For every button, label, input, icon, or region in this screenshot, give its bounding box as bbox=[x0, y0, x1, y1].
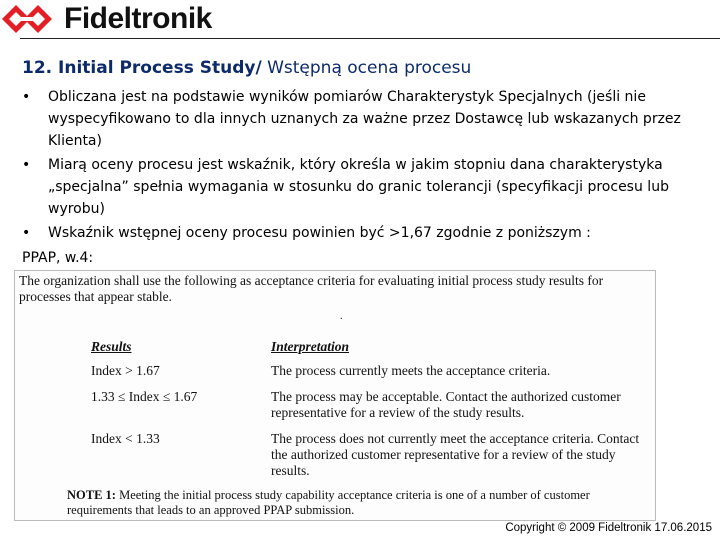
excerpt-mark: . bbox=[340, 311, 343, 322]
bullet-item bbox=[22, 222, 702, 244]
brand-name: Fideltronik bbox=[64, 2, 212, 35]
excerpt-note bbox=[67, 488, 651, 518]
ppap-reference: PPAP, w.4: bbox=[22, 250, 94, 266]
bullet-item bbox=[22, 86, 702, 152]
note-text: Meeting the initial process study capability acceptance criteria is one of a number of customer requirements that leads to an approved PPAP submission. bbox=[67, 488, 590, 517]
bullet-list bbox=[22, 86, 702, 246]
header-divider bbox=[20, 38, 720, 39]
note-label: NOTE 1: bbox=[67, 488, 116, 502]
company-logo bbox=[2, 2, 212, 36]
interpretation-text: The process may be acceptable. Contact the authorized customer representative for a review of the study results. bbox=[271, 389, 621, 420]
bullet-symbol: • bbox=[22, 225, 31, 241]
interpretation-text: The process does not currently meet the acceptance criteria. Contact the authorized customer representative for a review of the study results. bbox=[271, 431, 640, 478]
slide-title-bold: 12. Initial Process Study/ bbox=[22, 58, 262, 78]
bullet-text: Obliczana jest na podstawie wyników pomiarów Charakterystyk Specjalnych (jeśli nie wyspecyfikowano to dla innych uznanych za ważne przez Dostawcę lub wskazanych przez Klienta) bbox=[48, 89, 681, 149]
fideltronik-logo-icon bbox=[2, 4, 60, 34]
result-value: 1.33 ≤ Index ≤ 1.67 bbox=[91, 389, 198, 404]
bullet-item bbox=[22, 154, 702, 220]
copyright-footer: Copyright © 2009 Fideltronik 17.06.2015 bbox=[505, 522, 712, 534]
result-value: Index > 1.67 bbox=[91, 363, 160, 378]
result-value: Index < 1.33 bbox=[91, 431, 160, 446]
interpretation-text: The process currently meets the acceptance criteria. bbox=[271, 363, 551, 378]
interpretation-header: Interpretation bbox=[271, 339, 350, 354]
excerpt-intro: The organization shall use the following as acceptance criteria for evaluating initial process study results for processes that appear stable. bbox=[19, 273, 604, 304]
bullet-symbol: • bbox=[22, 89, 31, 105]
slide-title bbox=[22, 58, 471, 78]
ppap-excerpt-image bbox=[14, 270, 656, 521]
bullet-text: Miarą oceny procesu jest wskaźnik, który określa w jakim stopniu dana charakterystyka „specjalna” spełnia wymagania w stosunku do granic tolerancji (specyfikacji procesu lub wyrobu) bbox=[48, 157, 669, 217]
results-header: Results bbox=[91, 339, 132, 354]
slide-title-rest: Wstępną ocena procesu bbox=[261, 58, 472, 78]
bullet-text: Wskaźnik wstępnej oceny procesu powinien być >1,67 zgodnie z poniższym : bbox=[48, 225, 591, 241]
bullet-symbol: • bbox=[22, 157, 31, 173]
